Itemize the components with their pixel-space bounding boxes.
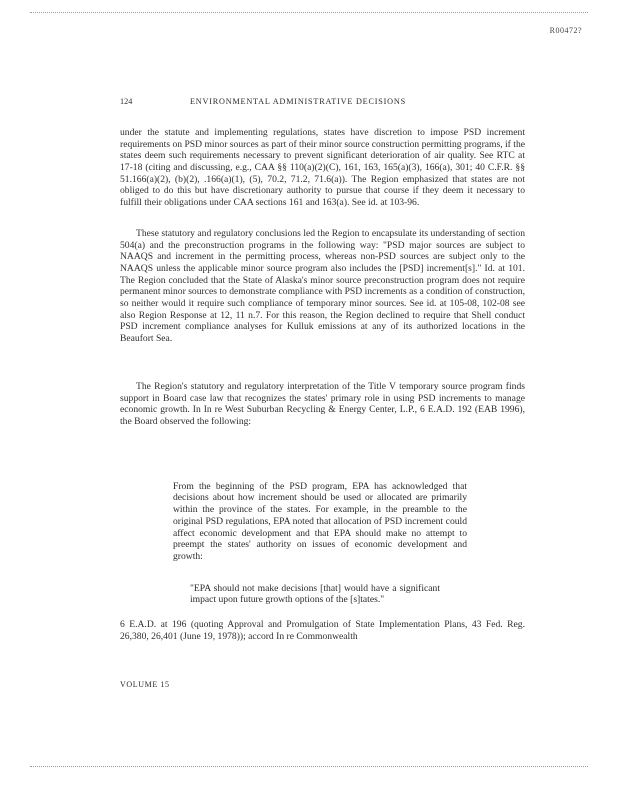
bates-number: R00472? (549, 26, 582, 35)
nested-quote-text: "EPA should not make decisions [that] would have a significant impact upon future growth options of the [s]tates." (190, 582, 440, 606)
nested-quote (190, 573, 440, 616)
running-title: ENVIRONMENTAL ADMINISTRATIVE DECISIONS (190, 97, 406, 106)
top-scan-border (30, 12, 588, 13)
closing-paragraph (120, 619, 525, 642)
body-paragraph-2 (120, 228, 525, 345)
bottom-scan-border (30, 766, 588, 767)
body-paragraph-1 (120, 127, 525, 209)
paragraph-text: The Region's statutory and regulatory interpretation of the Title V temporary source program finds support in Board case law that recognizes the states' primary role in using PSD increments to manage economic growth. In In re West Suburban Recycling & Energy Center, L.P., 6 E.A.D. 192 (EAB 1996), the Board observed the following: (120, 381, 525, 427)
paragraph-text: under the statute and implementing regulations, states have discretion to impose PSD increment requirements on PSD minor sources as part of their minor source construction permitting programs, if the states deem such requirements necessary to prevent significant deterioration of air quality. See RTC at 17-18 (citing and discussing, e.g., CAA §§ 110(a)(2)(C), 161, 163, 165(a)(3), 166(a), 301; 40 C.F.R. §§ 51.166(a)(2), (b)(2), .166(a)(1), (5), 70.2, 71.2, 71.6(a)). The Region emphasized that states are not obliged to do this but have discretionary authority to pursue that course if they deem it necessary to fulfill their obligations under CAA sections 161 and 163(a). See id. at 103-96. (120, 127, 525, 208)
block-quote (173, 471, 467, 572)
paragraph-text: These statutory and regulatory conclusions led the Region to encapsulate its understanding of section 504(a) and the preconstruction programs in the following way: "PSD major sources are subject to NAAQS and increment in the permitting process, whereas non-PSD sources are subject only to the NAAQS unless the applicable minor source program also includes the [PSD] increment[s]." Id. at 101. The Region concluded that the State of Alaska's minor source preconstruction program does not require permanent minor sources to demonstrate compliance with PSD increments as a condition of construction, so neither would it require such compliance of temporary minor sources. See id. at 105-08, 102-08 see also Region Response at 12, 11 n.7. For this reason, the Region declined to require that Shell conduct PSD increment compliance analyses for Kulluk emissions at any of its authorized locations in the Beaufort Sea. (120, 228, 525, 344)
page-number: 124 (120, 97, 133, 106)
paragraph-text: 6 E.A.D. at 196 (quoting Approval and Promulgation of State Implementation Plans, 43 Fed. Reg. 26,380, 26,401 (June 19, 1978)); accord In re Commonwealth (120, 619, 525, 642)
block-quote-text: From the beginning of the PSD program, EPA has acknowledged that decisions about how increment should be used or allocated are primarily within the province of the states. For example, in the preamble to the original PSD regulations, EPA noted that allocation of PSD increment could affect economic development and that EPA should make no attempt to preempt the states' authority on issues of economic development and growth: (173, 480, 467, 563)
body-paragraph-3 (120, 381, 525, 428)
volume-footer: VOLUME 15 (120, 680, 170, 689)
